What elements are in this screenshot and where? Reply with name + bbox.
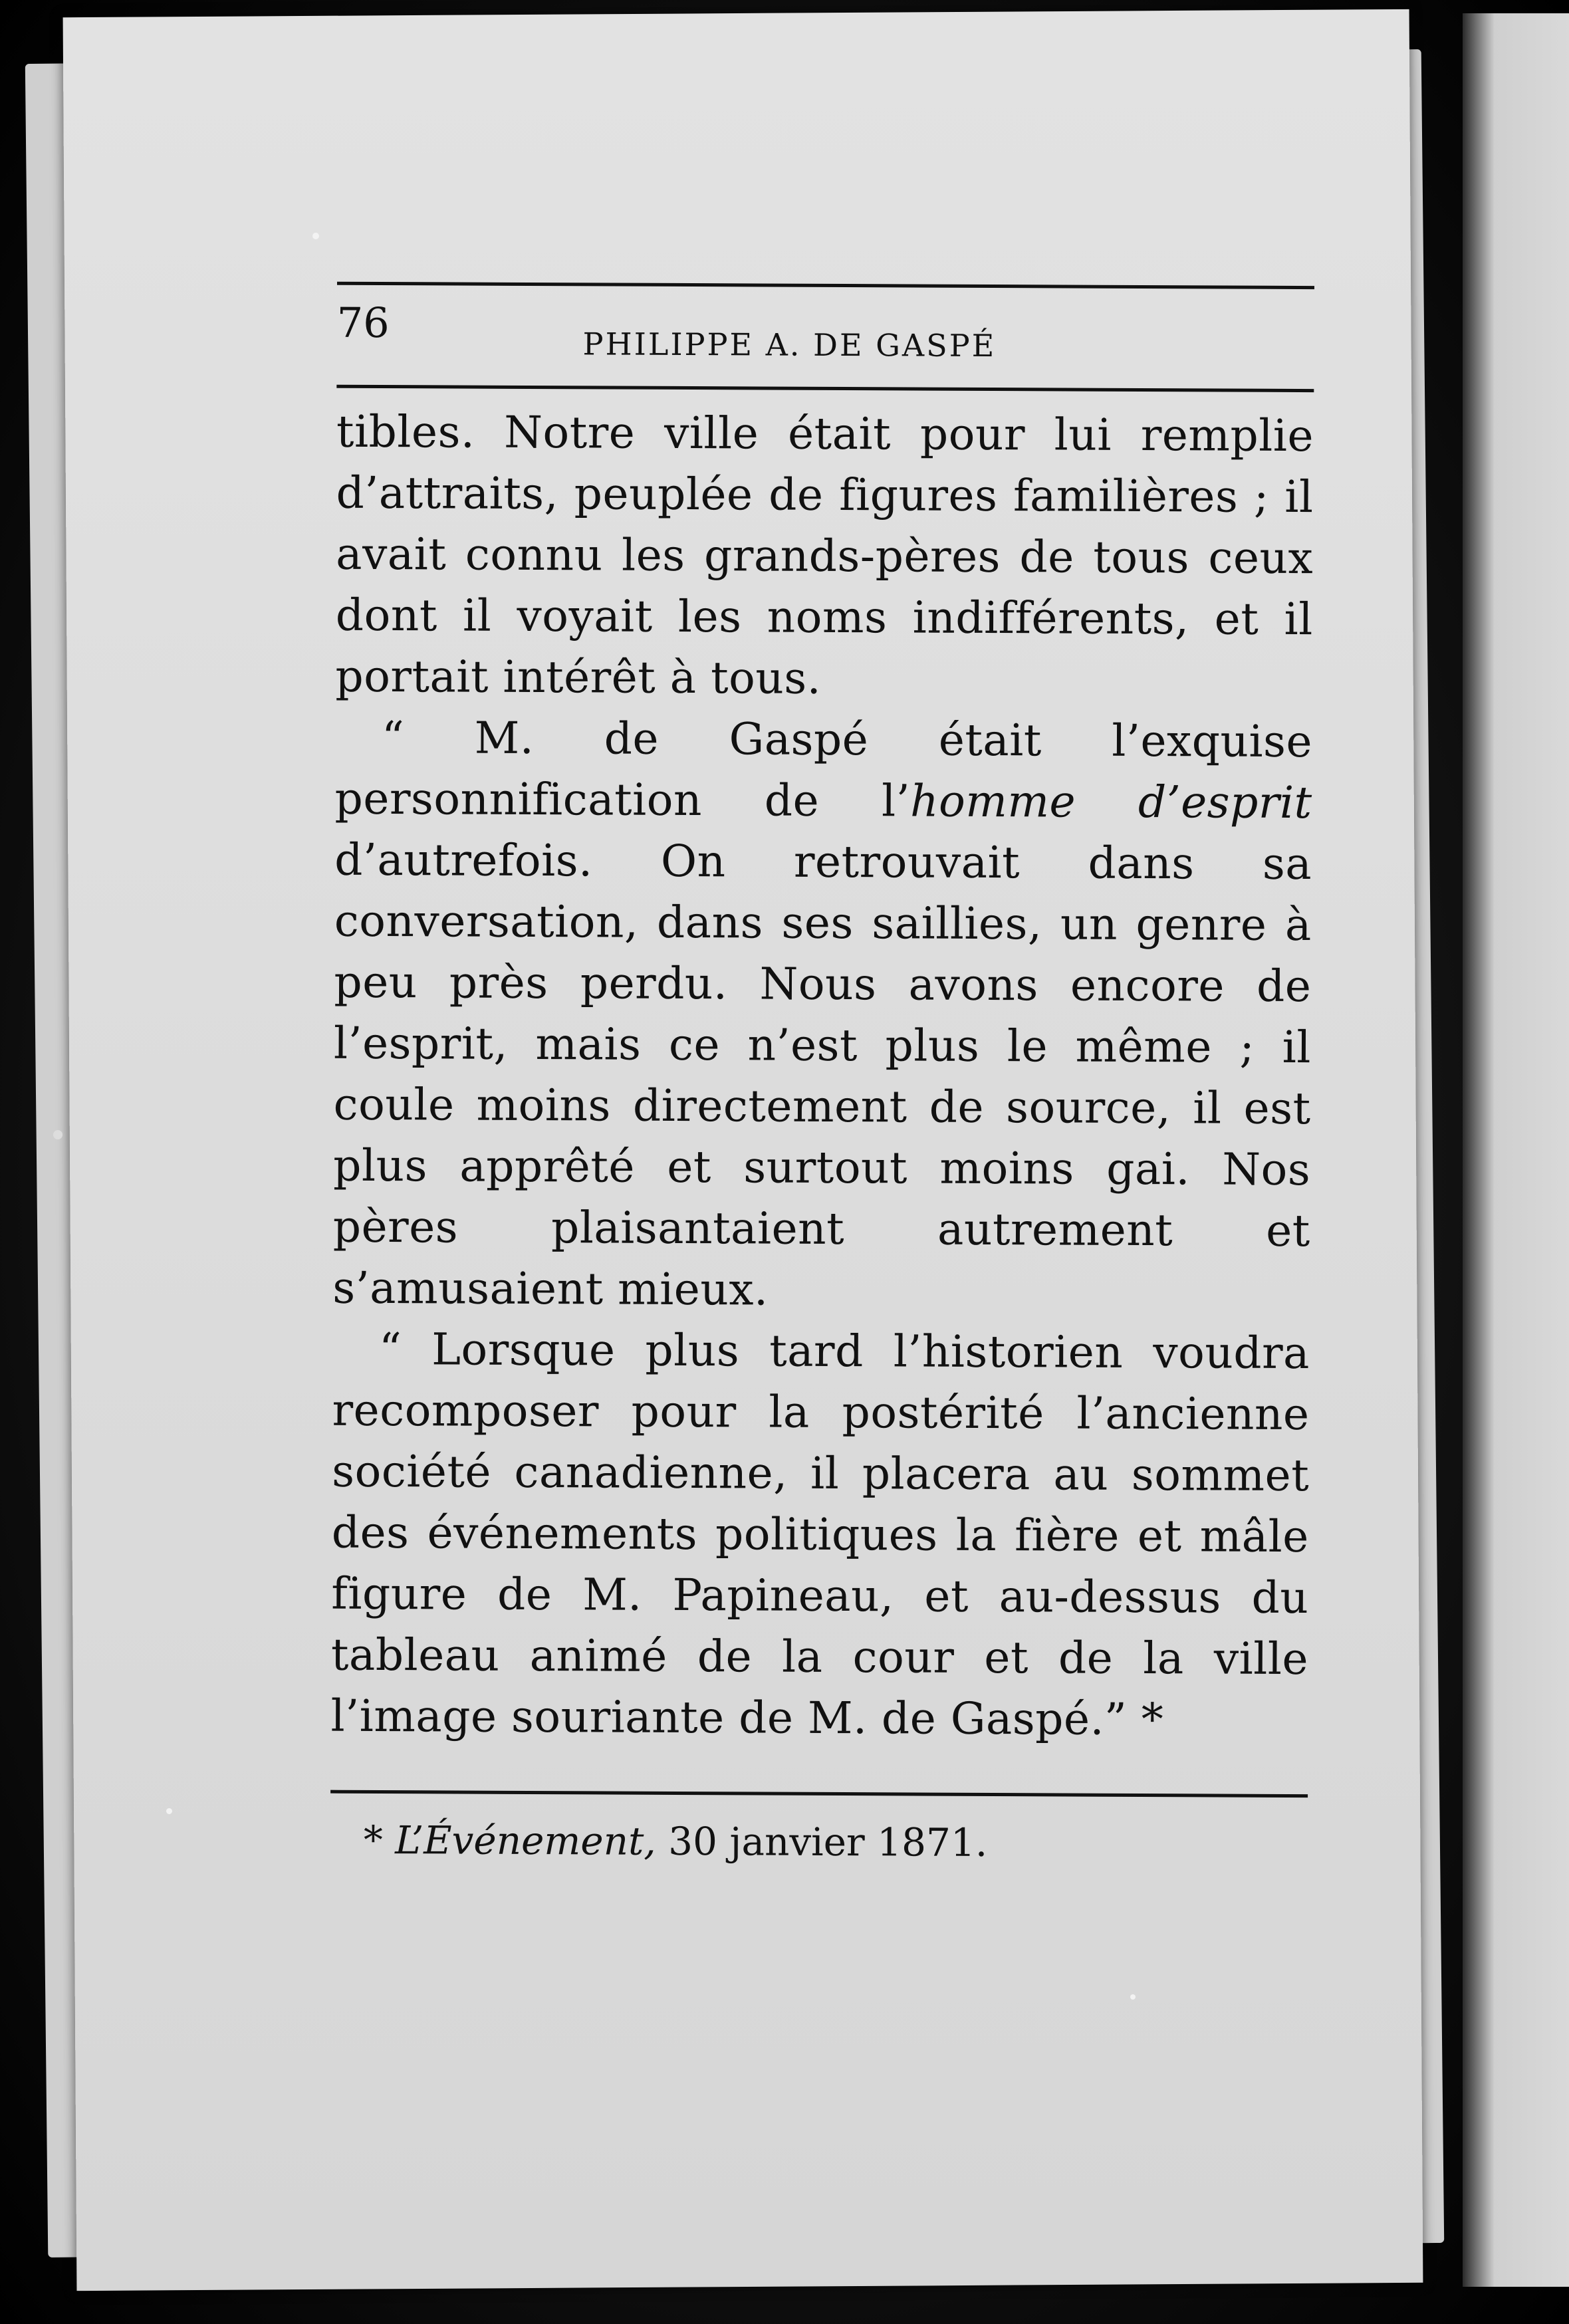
paragraph-2-before: “ M. de Gaspé était l’exquise personnification de l’ bbox=[334, 712, 1313, 827]
book-page bbox=[63, 9, 1423, 2291]
footnote bbox=[330, 1813, 1308, 1871]
footnote-marker: * bbox=[363, 1817, 396, 1863]
footnote-source: L’Événement, bbox=[395, 1817, 656, 1864]
body-text bbox=[330, 402, 1314, 1751]
scan-speck bbox=[53, 1130, 62, 1139]
footnote-date: 30 janvier 1871. bbox=[656, 1818, 988, 1865]
adjacent-page-edge bbox=[1463, 13, 1569, 2287]
page-content bbox=[330, 282, 1314, 1871]
running-title: PHILIPPE A. DE GASPÉ bbox=[582, 326, 997, 364]
paragraph-3: “ Lorsque plus tard l’historien voudra recomposer pour la postérité l’ancienne société canadienne, il placera au sommet des événements politiques la fière et mâle figure de M. Papineau, et au-dessus du tableau animé de la cour et de la ville l’image souriante de M. de Gaspé.” * bbox=[330, 1323, 1310, 1746]
running-head bbox=[336, 285, 1314, 389]
paragraph-2 bbox=[332, 707, 1312, 1323]
paragraph-2-italic: homme d’esprit bbox=[909, 775, 1312, 829]
scan-speck bbox=[166, 1808, 172, 1814]
page-number: 76 bbox=[336, 298, 390, 348]
scan-speck bbox=[312, 233, 319, 239]
footnote-rule bbox=[330, 1790, 1308, 1798]
scan-speck bbox=[1130, 1994, 1136, 2000]
paragraph-1: tibles. Notre ville était pour lui remplie d’attraits, peuplée de figures familières ; il avait connu les grands-pères de tous ceux dont il voyait les noms indifférents, et il portait intérêt à tous. bbox=[335, 406, 1314, 704]
paragraph-2-after: d’autrefois. On retrouvait dans sa conversation, dans ses saillies, un genre à peu près perdu. Nous avons encore de l’esprit, mais ce n’est plus le même ; il coule moins directement de source, il est plus apprêté et surtout moins gai. Nos pères plaisantaient autrement et s’amusaient mieux. bbox=[332, 834, 1312, 1316]
